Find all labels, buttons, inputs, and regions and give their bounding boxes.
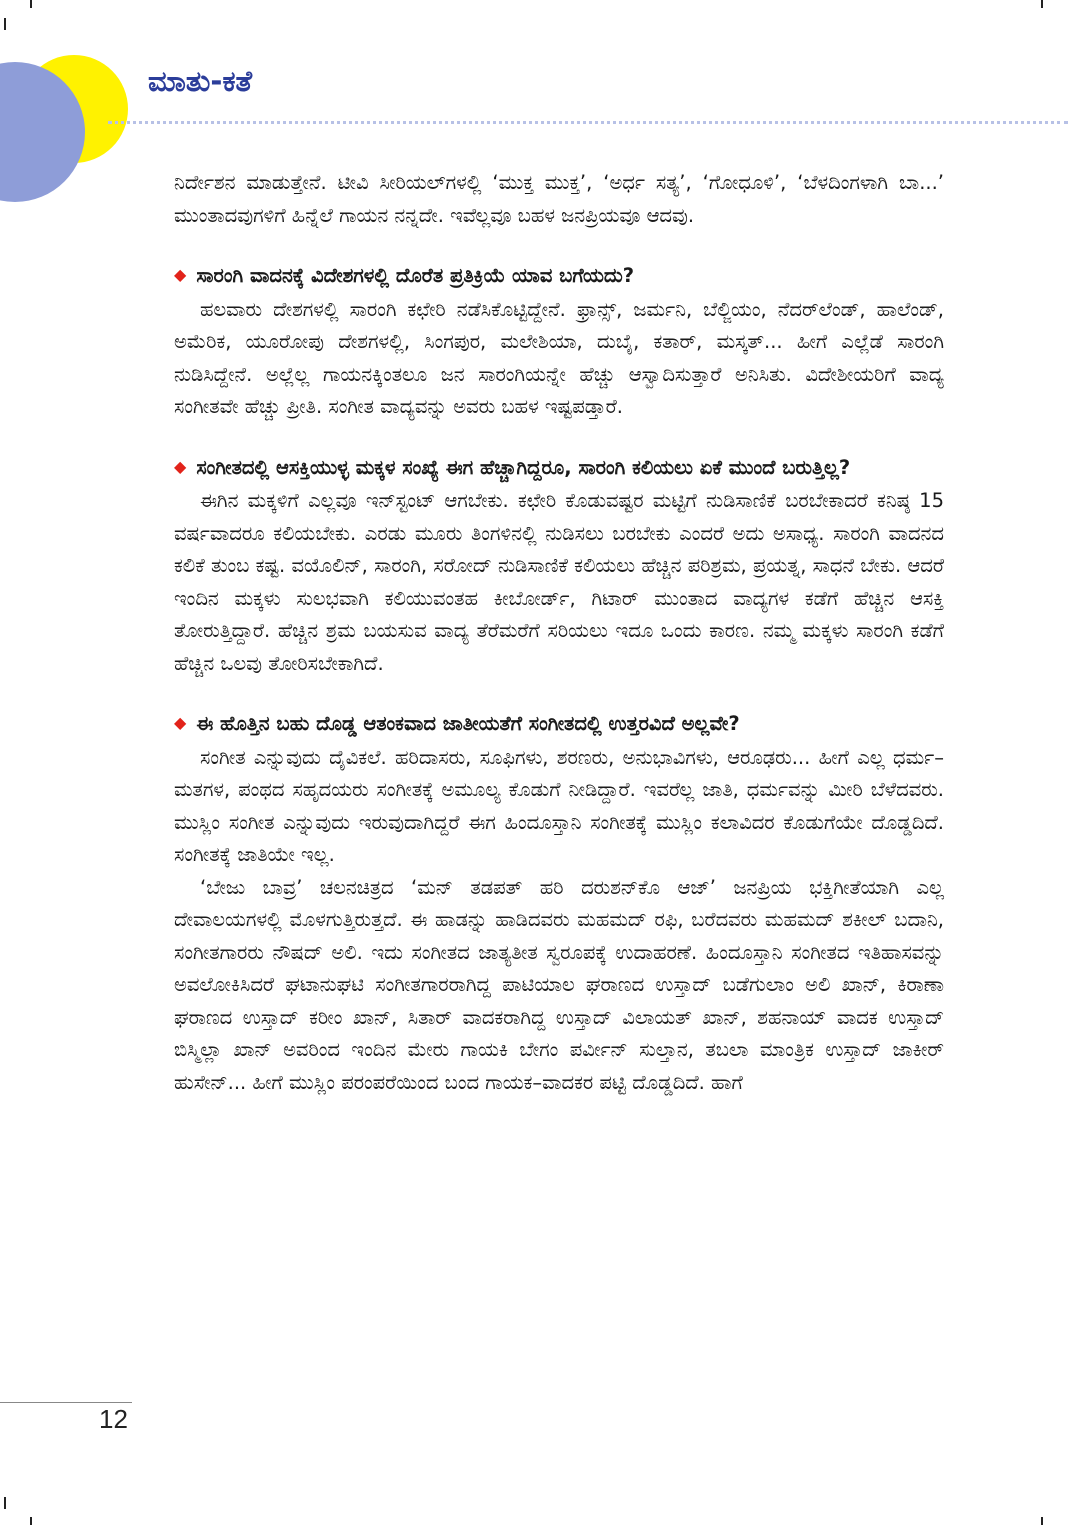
footer-rule: [0, 1402, 132, 1403]
question-1: [174, 260, 944, 294]
intro-paragraph: ನಿರ್ದೇಶನ ಮಾಡುತ್ತೇನೆ. ಟೀವಿ ಸೀರಿಯಲ್‌ಗಳಲ್ಲಿ ‘ಮುಕ್ತ ಮುಕ್ತ’, ‘ಅರ್ಧ ಸತ್ಯ’, ‘ಗೋಧೂಳಿ’, ‘ಬೆಳದಿಂಗಳಾಗಿ ಬಾ...’ ಮುಂತಾದವುಗಳಿಗೆ ಹಿನ್ನೆಲೆ ಗಾಯನ ನನ್ನದೇ. ಇವೆಲ್ಲವೂ ಬಹಳ ಜನಪ್ರಿಯವೂ ಆದವು.: [174, 171, 944, 227]
answer-3-paragraph-2: ‘ಬೇಜು ಬಾವ್ರ’ ಚಲನಚಿತ್ರದ ‘ಮನ್ ತಡಪತ್ ಹರಿ ದರುಶನ್‌ಕೊ ಆಜ್’ ಜನಪ್ರಿಯ ಭಕ್ತಿಗೀತೆಯಾಗಿ ಎಲ್ಲ ದೇವಾಲಯಗಳಲ್ಲಿ ಮೊಳಗುತ್ತಿರುತ್ತದೆ. ಈ ಹಾಡನ್ನು ಹಾಡಿದವರು ಮಹಮದ್ ರಫಿ, ಬರೆದವರು ಮಹಮದ್ ಶಕೀಲ್ ಬದಾನಿ, ಸಂಗೀತಗಾರರು ನೌಷದ್ ಅಲಿ. ಇದು ಸಂಗೀತದ ಜಾತ್ಯತೀತ ಸ್ವರೂಪಕ್ಕೆ ಉದಾಹರಣೆ. ಹಿಂದೂಸ್ತಾನಿ ಸಂಗೀತದ ಇತಿಹಾಸವನ್ನು ಅವಲೋಕಿಸಿದರೆ ಘಟಾನುಘಟಿ ಸಂಗೀತಗಾರರಾಗಿದ್ದ ಪಾಟಿಯಾಲ ಘರಾಣದ ಉಸ್ತಾದ್ ಬಡೆಗುಲಾಂ ಅಲಿ ಖಾನ್, ಕಿರಾಣಾ ಘರಾಣದ ಉಸ್ತಾದ್ ಕರೀಂ ಖಾನ್, ಸಿತಾರ್ ವಾದಕರಾಗಿದ್ದ ಉಸ್ತಾದ್ ವಿಲಾಯತ್ ಖಾನ್, ಶಹನಾಯ್ ವಾದಕ ಉಸ್ತಾದ್ ಬಿಸ್ಮಿಲ್ಲಾ ಖಾನ್ ಅವರಿಂದ ಇಂದಿನ ಮೇರು ಗಾಯಕಿ ಬೇಗಂ ಪರ್ವೀನ್ ಸುಲ್ತಾನ, ತಬಲಾ ಮಾಂತ್ರಿಕ ಉಸ್ತಾದ್ ಜಾಕೀರ್ ಹುಸೇನ್... ಹೀಗೆ ಮುಸ್ಲಿಂ ಪರಂಪರೆಯಿಂದ ಬಂದ ಗಾಯಕ–ವಾದಕರ ಪಟ್ಟಿ ದೊಡ್ಡದಿದೆ. ಹಾಗೆ: [174, 875, 944, 1094]
crop-mark-top: [4, 18, 6, 30]
crop-mark-bottom-mid: [30, 1517, 32, 1525]
crop-mark-bottom-left: [4, 1497, 6, 1509]
question-3: [174, 708, 944, 742]
question-2: [174, 452, 944, 486]
page-number: 12: [99, 1404, 128, 1434]
red-diamond-bullet-icon: ◆: [174, 456, 187, 476]
red-diamond-bullet-icon: ◆: [174, 265, 187, 284]
question-3-text: ಈ ಹೊತ್ತಿನ ಬಹು ದೊಡ್ಡ ಆತಂಕವಾದ ಜಾತೀಯತೆಗೆ ಸಂಗೀತದಲ್ಲಿ ಉತ್ತರವಿದೆ ಅಲ್ಲವೇ?: [196, 712, 740, 735]
question-2-text: ಸಂಗೀತದಲ್ಲಿ ಆಸಕ್ತಿಯುಳ್ಳ ಮಕ್ಕಳ ಸಂಖ್ಯೆ ಈಗ ಹೆಚ್ಚಾಗಿದ್ದರೂ, ಸಾರಂಗಿ ಕಲಿಯಲು ಏಕೆ ಮುಂದೆ ಬರುತ್ತಿಲ್ಲ?: [196, 455, 851, 479]
question-1-text: ಸಾರಂಗಿ ವಾದನಕ್ಕೆ ವಿದೇಶಗಳಲ್ಲಿ ದೊರೆತ ಪ್ರತಿಕ್ರಿಯೆ ಯಾವ ಬಗೆಯದು?: [196, 264, 635, 287]
crop-mark-bottom-right: [1041, 1517, 1043, 1525]
article-body: [174, 167, 944, 1099]
red-diamond-bullet-icon: ◆: [174, 713, 187, 732]
header-divider: [108, 121, 1068, 124]
answer-2: ಈಗಿನ ಮಕ್ಕಳಿಗೆ ಎಲ್ಲವೂ ಇನ್‌ಸ್ಟಂಟ್ ಆಗಬೇಕು. ಕಛೇರಿ ಕೊಡುವಷ್ಟರ ಮಟ್ಟಿಗೆ ನುಡಿಸಾಣಿಕೆ ಬರಬೇಕಾದರೆ ಕನಿಷ್ಠ 15 ವರ್ಷವಾದರೂ ಕಲಿಯಬೇಕು. ಎರಡು ಮೂರು ತಿಂಗಳಿನಲ್ಲಿ ನುಡಿಸಲು ಬರಬೇಕು ಎಂದರೆ ಅದು ಅಸಾಧ್ಯ. ಸಾರಂಗಿ ವಾದನದ ಕಲಿಕೆ ತುಂಬ ಕಷ್ಟ. ವಯೊಲಿನ್, ಸಾರಂಗಿ, ಸರೋದ್ ನುಡಿಸಾಣಿಕೆ ಕಲಿಯಲು ಹೆಚ್ಚಿನ ಪರಿಶ್ರಮ, ಪ್ರಯತ್ನ, ಸಾಧನೆ ಬೇಕು. ಆದರೆ ಇಂದಿನ ಮಕ್ಕಳು ಸುಲಭವಾಗಿ ಕಲಿಯುವಂತಹ ಕೀಬೋರ್ಡ್, ಗಿಟಾರ್ ಮುಂತಾದ ವಾದ್ಯಗಳ ಕಡೆಗೆ ಹೆಚ್ಚಿನ ಆಸಕ್ತಿ ತೋರುತ್ತಿದ್ದಾರೆ. ಹೆಚ್ಚಿನ ಶ್ರಮ ಬಯಸುವ ವಾದ್ಯ ತೆರೆಮರೆಗೆ ಸರಿಯಲು ಇದೂ ಒಂದು ಕಾರಣ. ನಮ್ಮ ಮಕ್ಕಳು ಸಾರಂಗಿ ಕಡೆಗೆ ಹೆಚ್ಚಿನ ಒಲವು ತೋರಿಸಬೇಕಾಗಿದೆ.: [174, 489, 944, 675]
crop-mark-top-left: [30, 0, 32, 8]
answer-1: ಹಲವಾರು ದೇಶಗಳಲ್ಲಿ ಸಾರಂಗಿ ಕಛೇರಿ ನಡೆಸಿಕೊಟ್ಟಿದ್ದೇನೆ. ಫ್ರಾನ್ಸ್, ಜರ್ಮನಿ, ಬೆಲ್ಜಿಯಂ, ನೆದರ್‌ಲೆಂಡ್, ಹಾಲೆಂಡ್, ಅಮೆರಿಕ, ಯೂರೋಪು ದೇಶಗಳಲ್ಲಿ, ಸಿಂಗಪುರ, ಮಲೇಶಿಯಾ, ದುಬೈ, ಕತಾರ್, ಮಸ್ಕತ್... ಹೀಗೆ ಎಲ್ಲೆಡೆ ಸಾರಂಗಿ ನುಡಿಸಿದ್ದೇನೆ. ಅಲ್ಲೆಲ್ಲ ಗಾಯನಕ್ಕಿಂತಲೂ ಜನ ಸಾರಂಗಿಯನ್ನೇ ಹೆಚ್ಚು ಆಸ್ವಾದಿಸುತ್ತಾರೆ ಅನಿಸಿತು. ವಿದೇಶೀಯರಿಗೆ ವಾದ್ಯ ಸಂಗೀತವೇ ಹೆಚ್ಚು ಪ್ರೀತಿ. ಸಂಗೀತ ವಾದ್ಯವನ್ನು ಅವರು ಬಹಳ ಇಷ್ಟಪಡ್ತಾರೆ.: [174, 297, 944, 418]
answer-3-paragraph-1: ಸಂಗೀತ ಎನ್ನುವುದು ದೈವಿಕಲೆ. ಹರಿದಾಸರು, ಸೂಫಿಗಳು, ಶರಣರು, ಅನುಭಾವಿಗಳು, ಆರೂಢರು... ಹೀಗೆ ಎಲ್ಲ ಧರ್ಮ–ಮತಗಳ, ಪಂಥದ ಸಹೃದಯರು ಸಂಗೀತಕ್ಕೆ ಅಮೂಲ್ಯ ಕೊಡುಗೆ ನೀಡಿದ್ದಾರೆ. ಇವರೆಲ್ಲ ಜಾತಿ, ಧರ್ಮವನ್ನು ಮೀರಿ ಬೆಳೆದವರು. ಮುಸ್ಲಿಂ ಸಂಗೀತ ಎನ್ನುವುದು ಇರುವುದಾಗಿದ್ದರೆ ಈಗ ಹಿಂದೂಸ್ತಾನಿ ಸಂಗೀತಕ್ಕೆ ಮುಸ್ಲಿಂ ಕಲಾವಿದರ ಕೊಡುಗೆಯೇ ದೊಡ್ಡದಿದೆ. ಸಂಗೀತಕ್ಕೆ ಜಾತಿಯೇ ಇಲ್ಲ.: [174, 745, 944, 866]
section-title: ಮಾತು-ಕತೆ: [148, 64, 253, 98]
crop-mark-top-right: [1041, 0, 1043, 8]
